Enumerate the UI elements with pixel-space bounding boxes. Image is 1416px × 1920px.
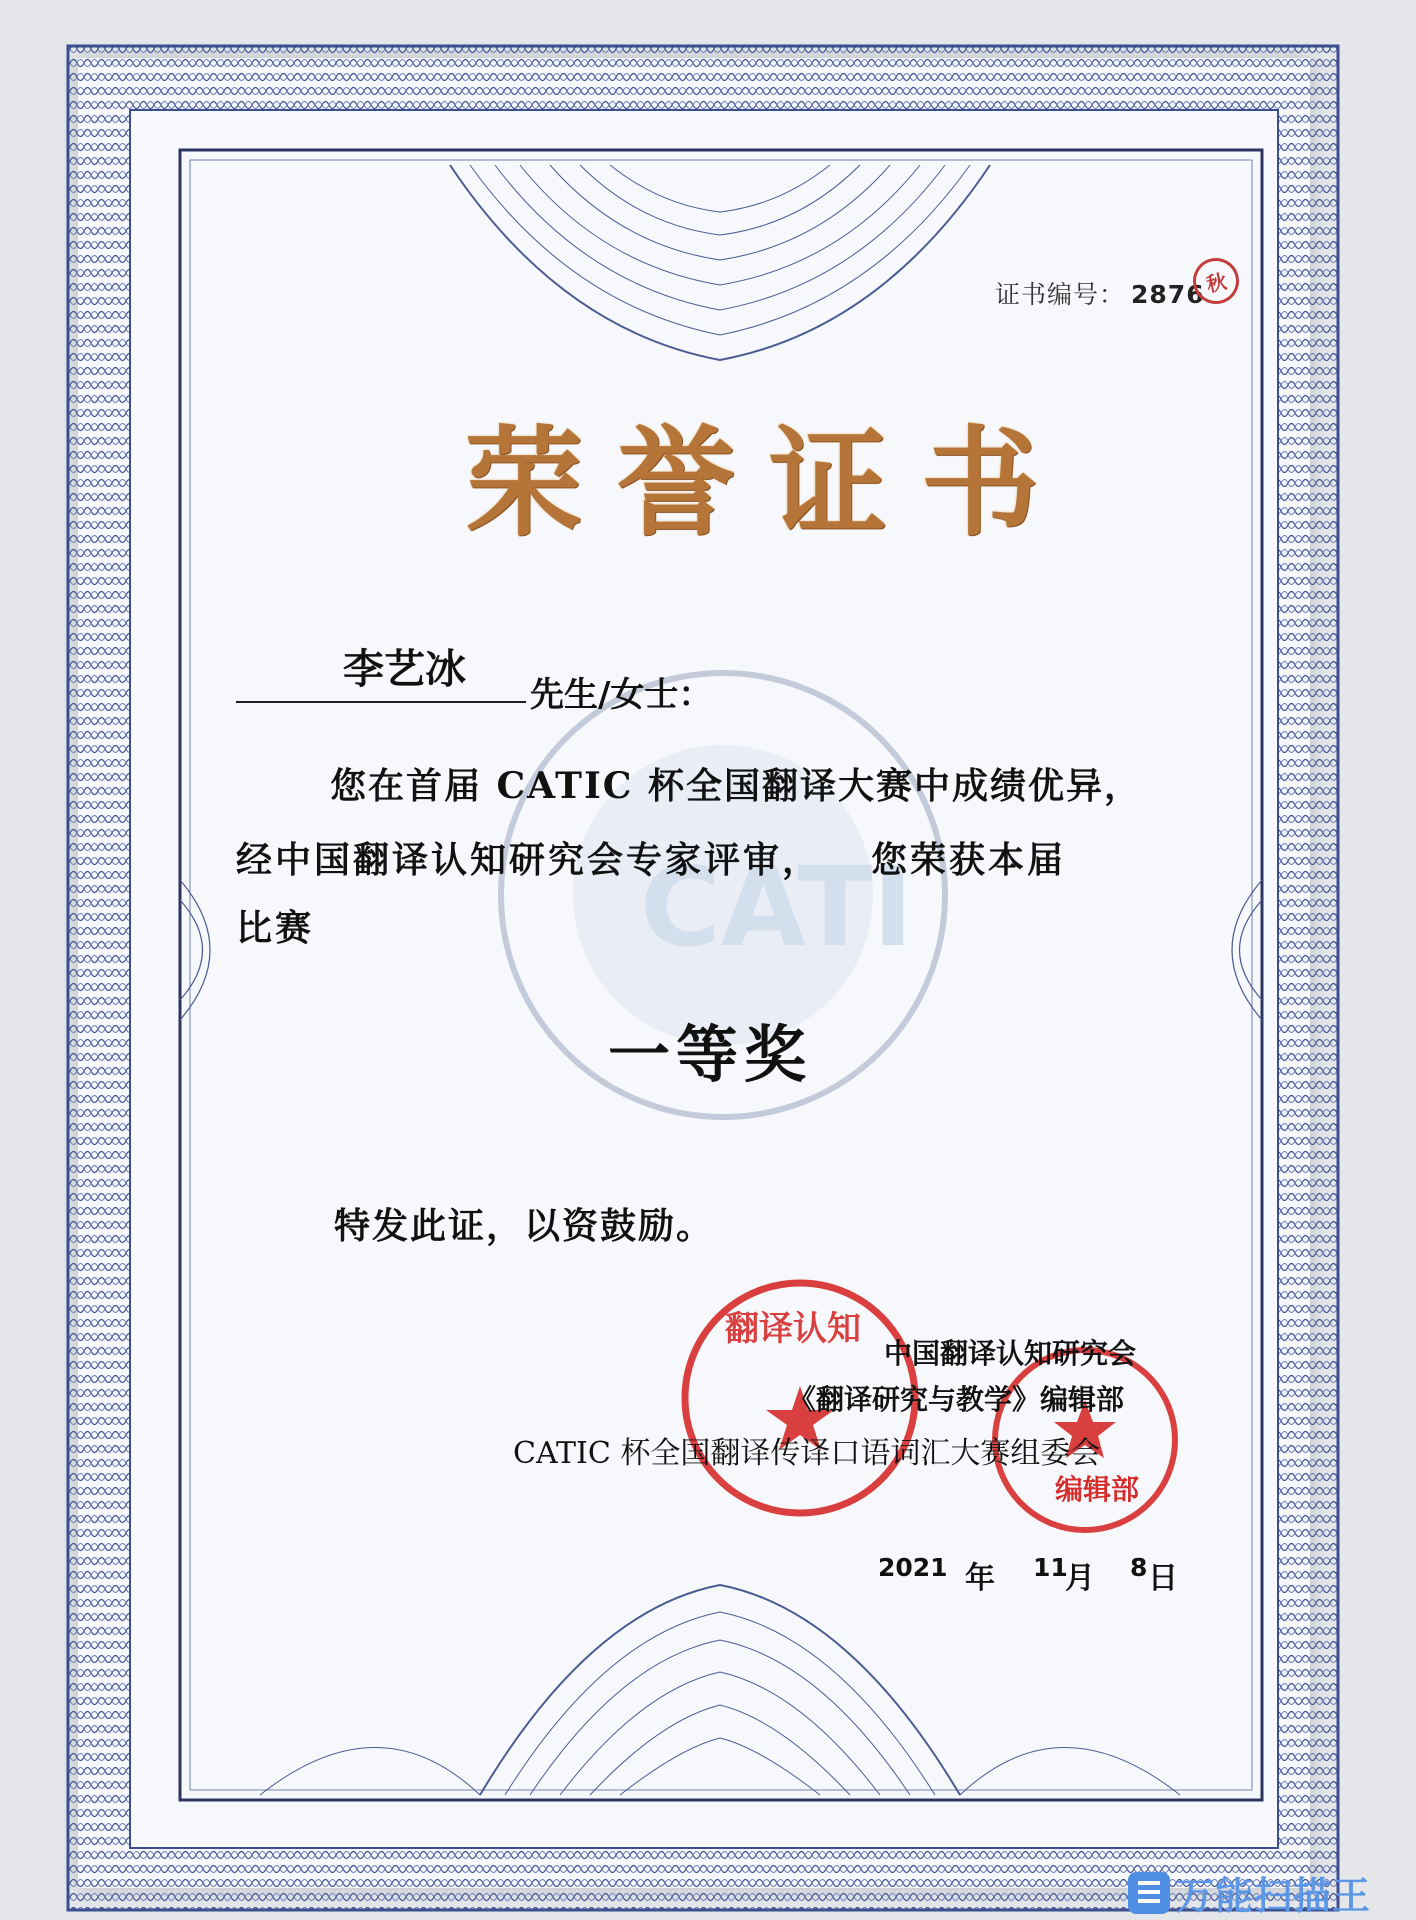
closing-statement: 特发此证，以资鼓励。 — [334, 1205, 715, 1247]
recipient-name: 李艺冰 — [343, 645, 466, 693]
svg-text:翻译认知: 翻译认知 — [725, 1309, 861, 1349]
date-day-char: 日 — [1148, 1561, 1178, 1596]
date-month: 11 — [1033, 1553, 1068, 1582]
bottom-rosette — [260, 1585, 1180, 1795]
date-year: 2021 — [878, 1553, 948, 1582]
body-line-1: 您在首届 CATIC 杯全国翻译大赛中成绩优异， — [330, 765, 1142, 807]
date-month-char: 月 — [1065, 1561, 1095, 1596]
scanner-app-name: 万能扫描王 — [1176, 1874, 1372, 1918]
name-underline — [236, 701, 526, 703]
issuer-2: 《翻译研究与教学》编辑部 — [788, 1383, 1125, 1416]
body-line-2a: 经中国翻译认知研究会专家评审， — [236, 839, 822, 881]
body-line-2b: 您荣获本届 — [871, 839, 1067, 881]
award-title: 一等奖 — [608, 1018, 813, 1091]
issuer-1: 中国翻译认知研究会 — [884, 1337, 1137, 1370]
scanner-app-icon — [1128, 1872, 1170, 1914]
body-line-3: 比赛 — [236, 907, 315, 949]
scanner-app-watermark — [1128, 1865, 1371, 1920]
certificate-title: 荣誉证书 — [465, 413, 1074, 552]
date-day: 8 — [1130, 1553, 1148, 1582]
salutation: 先生/女士： — [530, 675, 713, 715]
date-year-char: 年 — [965, 1561, 995, 1596]
issuer-3: CATIC 杯全国翻译传译口语词汇大赛组委会 — [513, 1436, 1101, 1471]
svg-text:CATI: CATI — [640, 843, 914, 971]
certificate-number-value: 2876 — [1131, 280, 1205, 309]
body-line-2 — [236, 832, 1066, 883]
certificate-number-label: 证书编号： — [995, 280, 1126, 309]
stamp-text: 编辑部 — [1055, 1473, 1140, 1506]
certificate-number — [995, 275, 1205, 311]
top-rosette — [450, 165, 990, 360]
season-mark-badge: 秋 — [1189, 254, 1244, 309]
